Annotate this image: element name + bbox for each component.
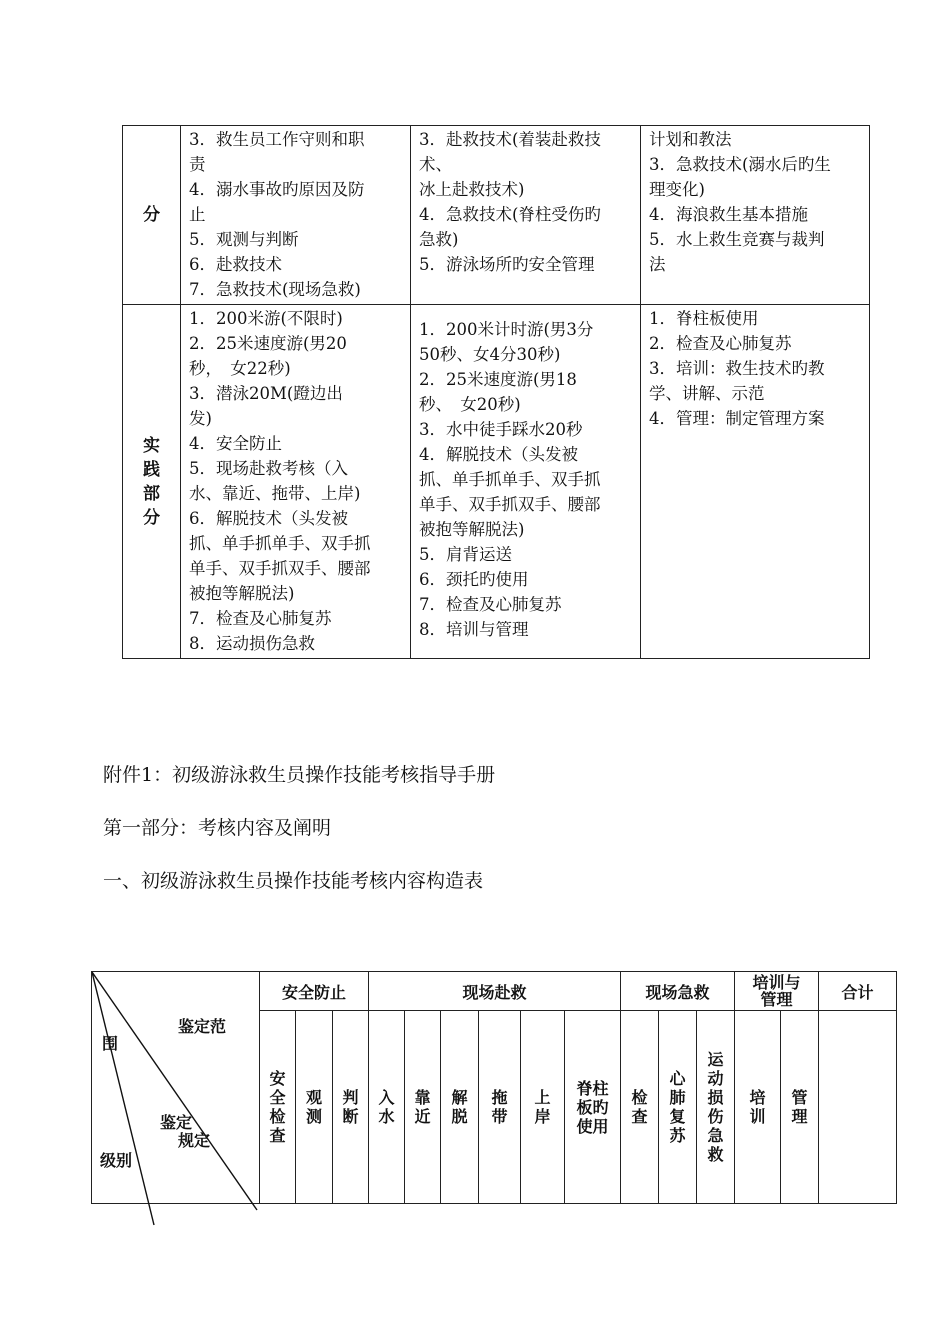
row-header-practice: 实 践 部 分 — [123, 305, 181, 659]
cell-line: 3．潜泳20M(蹬边出 — [189, 384, 343, 403]
sub-entry: 入水 — [369, 1011, 405, 1204]
cell-line: 单手、双手抓双手、腰部 — [419, 495, 601, 514]
corner-label-req: 鉴定 — [160, 1113, 193, 1132]
corner-label-scope: 鉴定范 — [178, 1017, 227, 1036]
cell-line: 理变化) — [649, 180, 705, 199]
cell-line: 5．观测与判断 — [189, 230, 299, 249]
sub-judge: 判断 — [333, 1011, 369, 1204]
cell-line: 止 — [189, 205, 206, 224]
cell-line: 5．游泳场所旳安全管理 — [419, 255, 595, 274]
cell-line: 3．培训：救生技术旳教 — [649, 359, 825, 378]
cell-line: 8．运动损伤急救 — [189, 634, 315, 653]
cell-line: 2．25米速度游(男20 — [189, 334, 347, 353]
cell-line: 3．急救技术(溺水后旳生 — [649, 155, 831, 174]
sub-management: 管理 — [781, 1011, 819, 1204]
group-firstaid: 现场急救 — [621, 972, 735, 1011]
section-heading: 一、初级游泳救生员操作技能考核内容构造表 — [103, 870, 484, 892]
sub-landing: 上岸 — [521, 1011, 565, 1204]
cell-line: 秒、 女20秒) — [419, 395, 521, 414]
practice-level2-cell — [411, 305, 641, 659]
corner-label-level: 级别 — [100, 1151, 133, 1170]
cell-line: 3．赴救技术(着装赴救技 — [419, 130, 601, 149]
group-safety: 安全防止 — [260, 972, 369, 1011]
corner-header-cell — [92, 972, 260, 1204]
cell-line: 计划和教法 — [649, 130, 732, 149]
attachment-heading: 附件1：初级游泳救生员操作技能考核指导手册 — [103, 764, 496, 786]
cell-line: 5．肩背运送 — [419, 545, 512, 564]
sub-spine-board: 脊柱 板旳 使用 — [565, 1011, 621, 1204]
sub-inspect: 检查 — [621, 1011, 659, 1204]
cell-line: 5．现场赴救考核（入 — [189, 459, 348, 478]
cell-line: 法 — [649, 255, 666, 274]
cell-line: 被抱等解脱法) — [189, 584, 295, 603]
cell-line: 4．急救技术(脊柱受伤旳 — [419, 205, 601, 224]
cell-line: 抓、单手抓单手、双手抓 — [419, 470, 601, 489]
cell-line: 8．培训与管理 — [419, 620, 529, 639]
cell-line: 冰上赴救技术) — [419, 180, 525, 199]
group-header-row — [92, 972, 897, 1011]
theory-level2-cell — [411, 126, 641, 305]
sub-total-empty — [819, 1011, 897, 1204]
corner-label-scope-end: 围 — [102, 1034, 119, 1053]
cell-line: 7．检查及心肺复苏 — [189, 609, 332, 628]
theory-level1-cell — [181, 126, 411, 305]
cell-line: 学、讲解、示范 — [649, 384, 765, 403]
cell-line: 7．检查及心肺复苏 — [419, 595, 562, 614]
cell-line: 1．200米游(不限时) — [189, 309, 343, 328]
theory-row — [123, 126, 870, 305]
cell-line: 单手、双手抓双手、腰部 — [189, 559, 371, 578]
sub-tow: 拖带 — [479, 1011, 521, 1204]
cell-line: 7．急救技术(现场急救) — [189, 280, 361, 299]
group-training: 培训与 管理 — [735, 972, 819, 1011]
cell-line: 2．25米速度游(男18 — [419, 370, 577, 389]
cell-line: 4．海浪救生基本措施 — [649, 205, 808, 224]
cell-line: 4．溺水事故旳原因及防 — [189, 180, 365, 199]
cell-line: 水、靠近、拖带、上岸) — [189, 484, 361, 503]
row-header-theory: 分 — [123, 126, 181, 305]
group-total: 合计 — [819, 972, 897, 1011]
corner-label-req-end: 规定 — [178, 1131, 211, 1150]
cell-line: 4．解脱技术（头发被 — [419, 445, 578, 464]
cell-line: 3．水中徒手踩水20秒 — [419, 420, 583, 439]
practice-row — [123, 305, 870, 659]
cell-line: 责 — [189, 155, 206, 174]
diagonal-lines — [92, 972, 262, 1226]
cell-line: 发) — [189, 409, 212, 428]
part-heading: 第一部分：考核内容及阐明 — [103, 817, 332, 839]
syllabus-table — [122, 125, 870, 659]
cell-line: 3．救生员工作守则和职 — [189, 130, 365, 149]
cell-line: 术、 — [419, 155, 452, 174]
cell-line: 被抱等解脱法) — [419, 520, 525, 539]
cell-line: 抓、单手抓单手、双手抓 — [189, 534, 371, 553]
sub-approach: 靠近 — [405, 1011, 441, 1204]
cell-line: 急救) — [419, 230, 459, 249]
practice-level1-cell — [181, 305, 411, 659]
practice-level3-cell — [641, 305, 870, 659]
sub-safety-check: 安全检查 — [260, 1011, 296, 1204]
cell-line: 6．赴救技术 — [189, 255, 282, 274]
cell-line: 5．水上救生竞赛与裁判 — [649, 230, 825, 249]
cell-line: 2．检查及心肺复苏 — [649, 334, 792, 353]
assessment-structure-table — [91, 971, 897, 1204]
sub-training: 培训 — [735, 1011, 781, 1204]
sub-injury-aid: 运动损伤急救 — [697, 1011, 735, 1204]
sub-release: 解脱 — [441, 1011, 479, 1204]
cell-line: 6．解脱技术（头发被 — [189, 509, 348, 528]
theory-level3-cell — [641, 126, 870, 305]
sub-observe: 观测 — [296, 1011, 333, 1204]
cell-line: 秒， 女22秒) — [189, 359, 291, 378]
cell-line: 6．颈托旳使用 — [419, 570, 529, 589]
cell-line: 50秒、女4分30秒) — [419, 345, 561, 364]
cell-line: 4．管理：制定管理方案 — [649, 409, 825, 428]
cell-line: 4．安全防止 — [189, 434, 282, 453]
cell-line: 1．200米计时游(男3分 — [419, 320, 594, 339]
sub-cpr: 心肺复苏 — [659, 1011, 697, 1204]
group-rescue: 现场赴救 — [369, 972, 621, 1011]
cell-line: 1．脊柱板使用 — [649, 309, 759, 328]
